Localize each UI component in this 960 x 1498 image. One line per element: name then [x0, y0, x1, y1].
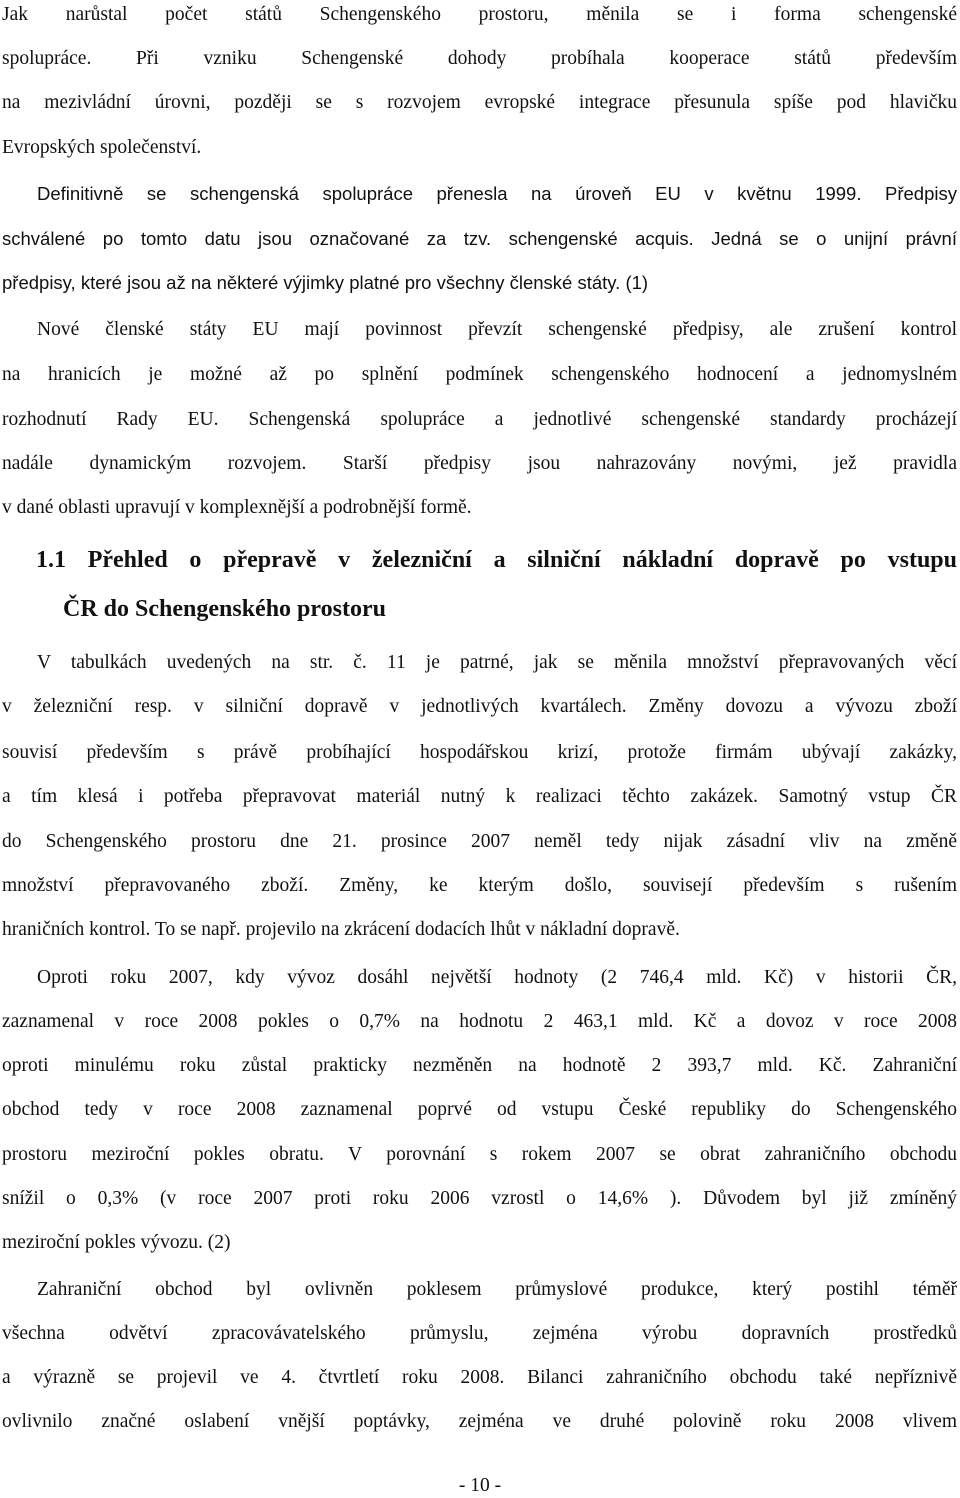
text-line: zaznamenal v roce 2008 pokles o 0,7% na hodnotu 2 463,1 mld. Kč a dovoz v roce 2008	[2, 1011, 957, 1032]
text-line: obchod tedy v roce 2008 zaznamenal poprvé od vstupu České republiky do Schengenského	[2, 1099, 957, 1120]
text-line: Evropských společenství.	[2, 137, 202, 158]
text-line: hraničních kontrol. To se např. projevilo na zkrácení dodacích lhůt v nákladní dopravě.	[2, 919, 680, 940]
text-line: a výrazně se projevil ve 4. čtvrtletí roku 2008. Bilanci zahraničního obchodu také nepříznivě	[2, 1367, 957, 1388]
text-line: schválené po tomto datu jsou označované za tzv. schengenské acquis. Jedná se o unijní právní	[2, 228, 957, 249]
text-line: snížil o 0,3% (v roce 2007 proti roku 2006 vzrostl o 14,6% ). Důvodem byl již zmíněný	[2, 1188, 957, 1209]
text-line: Oproti roku 2007, kdy vývoz dosáhl největší hodnoty (2 746,4 mld. Kč) v historii ČR,	[37, 967, 957, 988]
section-heading-continued: ČR do Schengenského prostoru	[63, 596, 386, 622]
text-line: spolupráce. Při vzniku Schengenské dohody probíhala kooperace států především	[2, 48, 957, 69]
text-line: souvisí především s právě probíhající hospodářskou krizí, protože firmám ubývají zakázky,	[2, 742, 957, 763]
text-line: Zahraniční obchod byl ovlivněn poklesem průmyslové produkce, který postihl téměř	[37, 1279, 957, 1300]
text-line: Nové členské státy EU mají povinnost převzít schengenské předpisy, ale zrušení kontrol	[37, 319, 957, 340]
text-line: rozhodnutí Rady EU. Schengenská spolupráce a jednotlivé schengenské standardy procházejí	[2, 409, 957, 430]
text-line: Jak narůstal počet států Schengenského prostoru, měnila se i forma schengenské	[2, 4, 957, 25]
text-line: množství přepravovaného zboží. Změny, ke kterým došlo, souvisejí především s rušením	[2, 875, 957, 896]
text-line: a tím klesá i potřeba přepravovat materiál nutný k realizaci těchto zakázek. Samotný vstup ČR	[2, 786, 957, 807]
page-number: - 10 -	[458, 1475, 502, 1496]
text-line: na hranicích je možné až po splnění podmínek schengenského hodnocení a jednomyslném	[2, 364, 957, 385]
text-line: prostoru meziroční pokles obratu. V porovnání s rokem 2007 se obrat zahraničního obchodu	[2, 1144, 957, 1165]
text-line: v železniční resp. v silniční dopravě v jednotlivých kvartálech. Změny dovozu a vývozu zboží	[2, 696, 957, 717]
text-line: v dané oblasti upravují v komplexnější a podrobnější formě.	[2, 497, 472, 518]
text-line: všechna odvětví zpracovávatelského průmyslu, zejména výrobu dopravních prostředků	[2, 1323, 957, 1344]
section-heading: 1.1 Přehled o přepravě v železniční a silniční nákladní dopravě po vstupu	[36, 547, 957, 573]
text-line: meziroční pokles vývozu. (2)	[2, 1232, 231, 1253]
text-line: oproti minulému roku zůstal prakticky nezměněn na hodnotě 2 393,7 mld. Kč. Zahraniční	[2, 1055, 957, 1076]
text-line: ovlivnilo značné oslabení vnější poptávky, zejména ve druhé polovině roku 2008 vlivem	[2, 1411, 957, 1432]
text-line: do Schengenského prostoru dne 21. prosince 2007 neměl tedy nijak zásadní vliv na změně	[2, 831, 957, 852]
text-line: předpisy, které jsou až na některé výjimky platné pro všechny členské státy. (1)	[2, 272, 649, 293]
text-line: Definitivně se schengenská spolupráce přenesla na úroveň EU v květnu 1999. Předpisy	[37, 183, 957, 204]
text-line: na mezivládní úrovni, později se s rozvojem evropské integrace přesunula spíše pod hlavičku	[2, 92, 957, 113]
text-line: V tabulkách uvedených na str. č. 11 je patrné, jak se měnila množství přepravovaných věcí	[37, 652, 957, 673]
text-line: nadále dynamickým rozvojem. Starší předpisy jsou nahrazovány novými, jež pravidla	[2, 453, 957, 474]
